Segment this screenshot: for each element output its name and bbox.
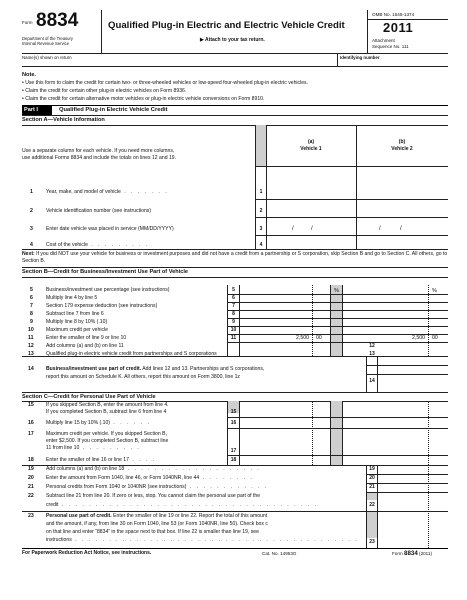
- vehicle-1-date-field[interactable]: [267, 219, 355, 234]
- tax-year: 2011: [383, 20, 414, 35]
- vehicle-1-cost-field[interactable]: [267, 237, 355, 248]
- line-number: 4: [30, 242, 33, 248]
- line-number: 22: [28, 493, 34, 499]
- line-text: Enter the smaller of line 9 or line 10: [46, 335, 127, 341]
- line-number: 14: [28, 366, 34, 372]
- vehicle-2-cost-field[interactable]: [357, 237, 447, 248]
- max-credit-vehicle-1-dollars: 2,500: [296, 335, 309, 341]
- attachment-label: Attachment: [372, 38, 395, 43]
- line-box-number: 12: [369, 343, 375, 349]
- line-box-number: 16: [230, 420, 237, 426]
- line-text: Multiply line 15 by 10% (.10) . . . . . .: [46, 420, 151, 426]
- attach-instruction: ▶ Attach to your tax return.: [200, 37, 265, 43]
- line-box-number: 11: [230, 335, 237, 341]
- line-number: 5: [30, 287, 33, 293]
- line-box-number: 3: [259, 226, 263, 232]
- vehicle-2-vin-field[interactable]: [357, 201, 447, 216]
- vehicle-1-year-make-model-field[interactable]: [267, 183, 355, 198]
- column-a-name: Vehicle 1: [300, 146, 322, 152]
- line-8-vehicle-2-field[interactable]: [343, 310, 447, 318]
- note-heading: Note.: [22, 72, 36, 78]
- line-number: 20: [28, 475, 34, 481]
- line-17-vehicle-1-field[interactable]: [240, 430, 330, 454]
- name-field-label: Name(s) shown on return: [22, 55, 72, 60]
- line-box-number: 8: [232, 311, 235, 317]
- next-instruction: Next: If you did NOT use your vehicle for business or investment purposes and did not have a credit from a partnership or S corporation, skip Section B and go to Section C. All others, go to Section B.: [22, 251, 448, 265]
- line-box-number: 2: [259, 208, 263, 214]
- line-number: 17: [28, 431, 34, 437]
- line-text: instructions . . . . . . . . . . . . . . . . . . . . . . . . . . . . . . . . . . . . . . . . . .: [46, 537, 359, 543]
- line-23-amount-field[interactable]: [378, 539, 447, 548]
- line-box-number: 1: [259, 189, 263, 195]
- line-number: 21: [28, 484, 34, 490]
- line-text: Cost of the vehicle . . . . . . . . .: [46, 242, 150, 248]
- note-line: • Use this form to claim the credit for certain two- or three-wheeled vehicles or low-speed four-wheeled plug-in electric vehicles.: [22, 80, 309, 86]
- line-number: 18: [28, 457, 34, 463]
- date-separator: /: [379, 226, 381, 232]
- line-7-vehicle-2-field[interactable]: [343, 302, 447, 310]
- section-b-title: Section B—Credit for Business/Investment Use Part of Vehicle: [22, 269, 188, 275]
- percent-sign: %: [432, 288, 437, 294]
- vehicle-1-vin-field[interactable]: [267, 201, 355, 216]
- line-box-number: 10: [230, 327, 237, 333]
- identifying-number-label: Identifying number: [340, 55, 380, 60]
- line-number: 9: [30, 319, 33, 325]
- sequence-number: Sequence No. 111: [372, 44, 409, 49]
- line-box-number: 13: [369, 351, 375, 357]
- line-10-vehicle-1-field[interactable]: [240, 326, 330, 334]
- part-tag: Part I: [22, 106, 52, 115]
- line-box-number: 15: [230, 409, 237, 415]
- percent-sign: %: [334, 288, 339, 294]
- line-number: 3: [30, 226, 33, 232]
- line-box-number: 6: [232, 295, 235, 301]
- line-text: Subtract line 21 from line 20. If zero or less, stop. You cannot claim the personal use part of the: [46, 493, 261, 499]
- line-5-vehicle-1-field[interactable]: [240, 286, 330, 294]
- line-number: 10: [28, 327, 34, 333]
- line-box-number: 14: [369, 378, 375, 384]
- line-18-vehicle-1-field[interactable]: [240, 456, 330, 465]
- line-text: and the amount, if any, from line 30 on Form 1040, line 53 (or Form 1040NR, line 50). Check box c: [46, 521, 268, 527]
- line-text: on that line and enter “8834” in the space next to that box. If line 22 is smaller than line 19, see: [46, 529, 259, 535]
- line-number: 16: [28, 420, 34, 426]
- line-text: If you skipped Section B, enter the amount from line 4.: [46, 402, 169, 408]
- line-text: Maximum credit per vehicle: [46, 327, 108, 333]
- line-box-number: 5: [232, 287, 235, 293]
- line-10-vehicle-2-field[interactable]: [343, 326, 447, 334]
- line-15-vehicle-1-field[interactable]: [240, 403, 330, 416]
- line-text: Qualified plug-in electric vehicle credit from partnerships and S corporations: [46, 351, 217, 357]
- line-16-vehicle-1-field[interactable]: [240, 418, 330, 428]
- date-separator: /: [400, 226, 402, 232]
- line-6-vehicle-2-field[interactable]: [343, 294, 447, 302]
- form-number: 8834: [36, 10, 79, 31]
- line-8-vehicle-1-field[interactable]: [240, 310, 330, 318]
- line-text: report this amount on Schedule K. All others, report this amount on Form 3800, line 1z: [46, 374, 240, 380]
- line-number: 7: [30, 303, 33, 309]
- max-credit-vehicle-1-cents: 00: [316, 335, 322, 341]
- line-text: 11 from line 10 . . . . . . . . .: [46, 445, 141, 451]
- line-17-vehicle-2-field[interactable]: [343, 430, 447, 454]
- line-text: enter $2,500. If you completed Section B, subtract line: [46, 438, 169, 444]
- line-9-vehicle-2-field[interactable]: [343, 318, 447, 326]
- line-box-number: 21: [369, 484, 375, 490]
- line-text: Enter date vehicle was placed in service (MM/DD/YYYY): [46, 226, 174, 232]
- footer-form-id: Form 8834 (2011): [392, 550, 432, 557]
- line-text: Maximum credit per vehicle. If you skipped Section B,: [46, 431, 167, 437]
- line-box-number: 4: [259, 242, 263, 248]
- line-text: Business/investment use part of credit. Add lines 12 and 13. Partnerships and S corporations,: [46, 366, 265, 372]
- form-title: Qualified Plug-in Electric and Electric Vehicle Credit: [108, 20, 345, 31]
- line-text: credit . . . . . . . . . . . . . . . . . . . . . . . . . . . . . . . . . . . . . .: [46, 502, 319, 508]
- line-number: 6: [30, 295, 33, 301]
- date-separator: /: [311, 226, 313, 232]
- line-text: Vehicle identification number (see instructions): [46, 208, 152, 214]
- line-number: 11: [28, 335, 34, 341]
- line-19-amount-field[interactable]: [378, 466, 447, 474]
- line-text: Add columns (a) and (b) on line 18 . . . . . . . . . . . . . . . . . . . .: [46, 466, 261, 472]
- form-label: Form: [22, 20, 33, 25]
- line-text: Add columns (a) and (b) on line 11: [46, 343, 124, 349]
- department-label: Department of the Treasury: [22, 36, 73, 41]
- line-14-amount-field[interactable]: [378, 375, 447, 391]
- omb-number: OMB No. 1545-1374: [372, 12, 415, 17]
- section-c-title: Section C—Credit for Personal Use Part of Vehicle: [22, 394, 156, 400]
- line-text: Business/investment use percentage (see instructions): [46, 287, 170, 293]
- line-number: 12: [28, 343, 34, 349]
- line-text: Personal credits from Form 1040 or 1040NR (see instructions) . . . . . . . . . . . .: [46, 484, 269, 490]
- line-box-number: 23: [369, 539, 375, 545]
- vehicle-2-year-make-model-field[interactable]: [357, 183, 447, 198]
- column-a-letter: (a): [307, 139, 315, 145]
- line-box-number: 20: [369, 475, 375, 481]
- line-18-vehicle-2-field[interactable]: [343, 456, 447, 465]
- line-text: Multiply line 4 by line 5: [46, 295, 98, 301]
- line-7-vehicle-1-field[interactable]: [240, 302, 330, 310]
- section-a-intro: Use a separate column for each vehicle. If you need more columns,: [22, 148, 175, 154]
- line-9-vehicle-1-field[interactable]: [240, 318, 330, 326]
- line-number: 15: [28, 402, 34, 408]
- line-box-number: 17: [230, 448, 237, 454]
- date-separator: /: [292, 226, 294, 232]
- line-20-amount-field[interactable]: [378, 475, 447, 483]
- line-box-number: 19: [369, 466, 375, 472]
- line-22-amount-field[interactable]: [378, 493, 447, 510]
- line-box-number: 18: [230, 457, 237, 463]
- line-box-number: 7: [232, 303, 235, 309]
- line-text: Year, make, and model of vehicle . . . . . . .: [46, 189, 169, 195]
- line-text: If you completed Section B, subtract line 6 from line 4: [46, 409, 167, 415]
- line-number: 19: [28, 466, 34, 472]
- section-a-title: Section A—Vehicle Information: [22, 117, 105, 123]
- line-6-vehicle-1-field[interactable]: [240, 294, 330, 302]
- line-text: Personal use part of credit. Enter the smaller of line 19 or line 22. Report the total of this amount: [46, 513, 268, 519]
- column-b-name: Vehicle 2: [391, 146, 413, 152]
- paperwork-notice: For Paperwork Reduction Act Notice, see instructions.: [22, 550, 152, 556]
- column-b-letter: (b): [398, 139, 406, 145]
- section-a-intro: use additional Forms 8834 and include the totals on lines 12 and 19.: [22, 155, 177, 161]
- line-text: Enter the smaller of line 16 or line 17 . . . .: [46, 457, 157, 463]
- line-number: 1: [30, 189, 33, 195]
- part-title: Qualified Plug-in Electric Vehicle Credit: [59, 107, 168, 113]
- note-line: • Claim the credit for certain alternative motor vehicles or plug-in electric vehicle conversions on Form 8910.: [22, 96, 265, 102]
- note-line: • Claim the credit for certain other plug-in electric vehicles on Form 8936.: [22, 88, 187, 94]
- line-number: 23: [28, 513, 34, 519]
- vehicle-2-date-field[interactable]: [357, 219, 447, 234]
- line-12-amount-field[interactable]: [378, 342, 447, 350]
- line-text: Enter the amount from Form 1040, line 46, or Form 1040NR, line 44 . . . . . . . .: [46, 475, 254, 481]
- line-15-vehicle-2-field[interactable]: [343, 403, 447, 416]
- catalog-number: Cat. No. 14953G: [262, 551, 297, 556]
- line-text: Section 179 expense deduction (see instructions): [46, 303, 158, 309]
- line-box-number: 22: [369, 502, 375, 508]
- line-box-number: 9: [232, 319, 235, 325]
- irs-label: Internal Revenue Service: [22, 41, 70, 46]
- line-number: 2: [30, 208, 33, 214]
- line-number: 13: [28, 351, 34, 357]
- max-credit-vehicle-2-cents: 00: [432, 335, 438, 341]
- line-text: Multiply line 8 by 10% (.10): [46, 319, 108, 325]
- max-credit-vehicle-2-dollars: 2,500: [412, 335, 425, 341]
- line-21-amount-field[interactable]: [378, 484, 447, 492]
- line-text: Subtract line 7 from line 6: [46, 311, 104, 317]
- line-16-vehicle-2-field[interactable]: [343, 418, 447, 428]
- line-number: 8: [30, 311, 33, 317]
